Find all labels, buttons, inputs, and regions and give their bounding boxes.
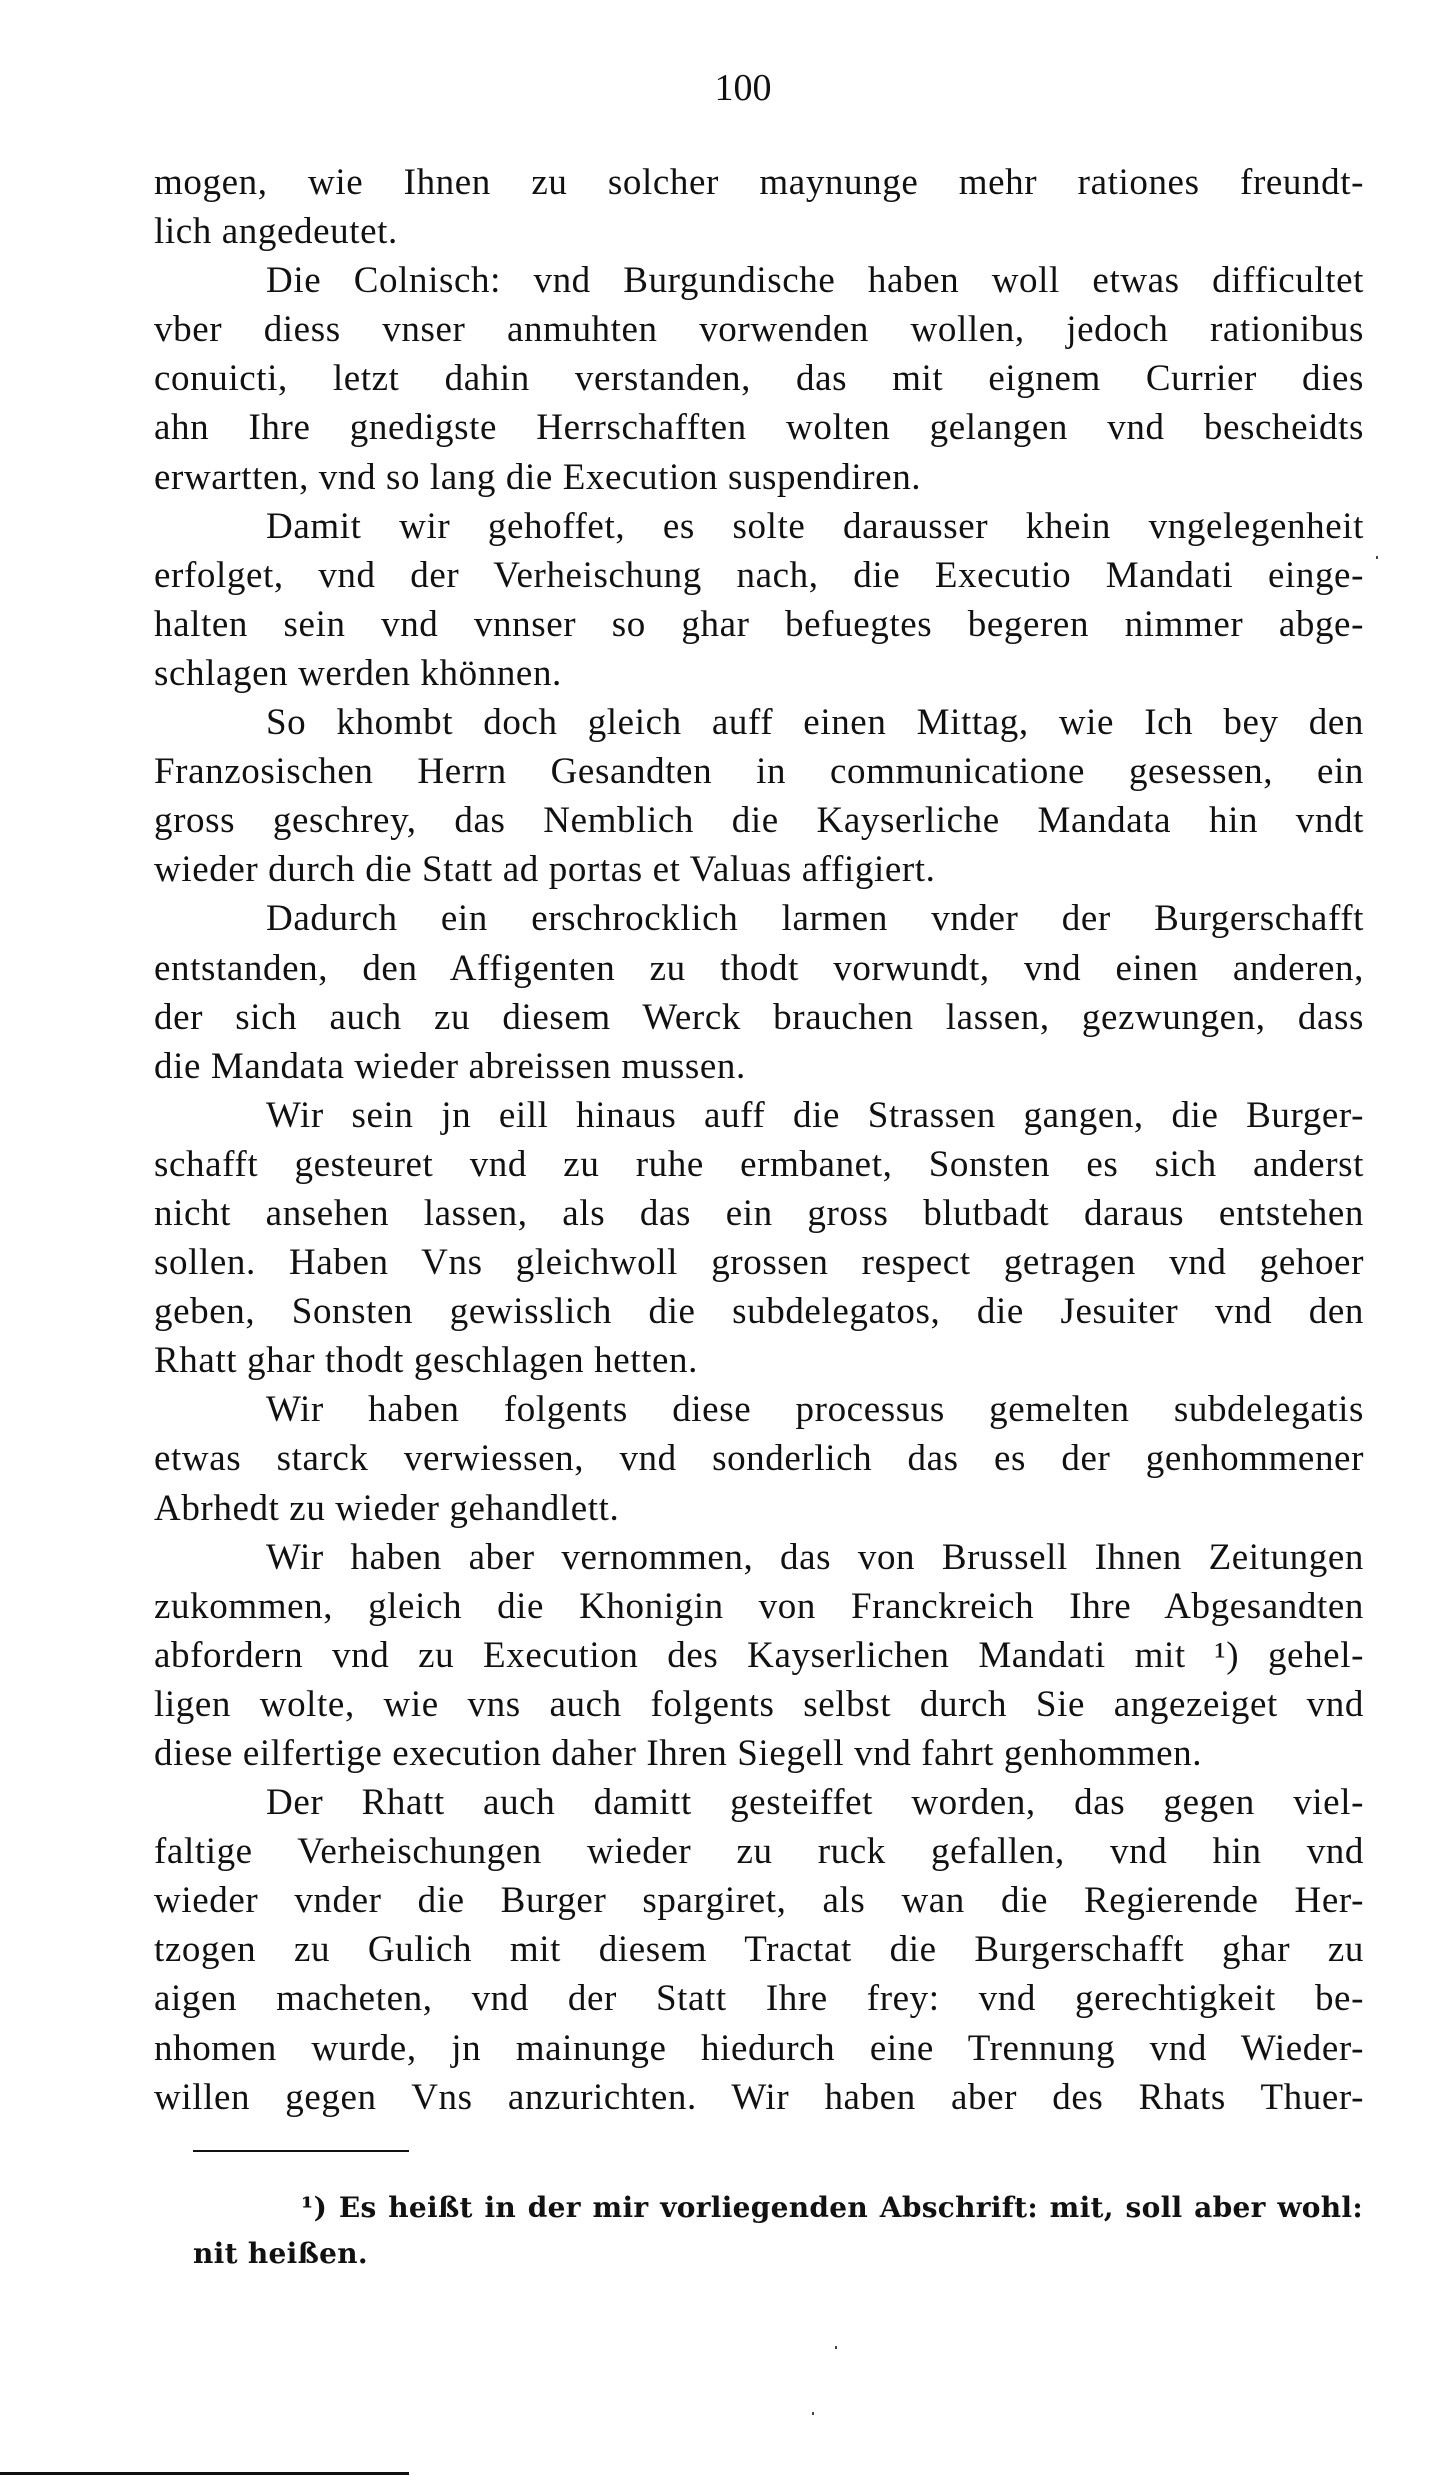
paragraph (154, 1385, 1364, 1532)
text-line: zukommen, gleich die Khonigin von Franckreich Ihre Abgesandten (154, 1585, 1364, 1627)
paragraph (154, 698, 1364, 894)
text-line: willen gegen Vns anzurichten. Wir haben aber des Rhats Thuer- (154, 2076, 1364, 2118)
text-line: erfolget, vnd der Verheischung nach, die Executio Mandati einge- (154, 554, 1364, 596)
text-line: ahn Ihre gnedigste Herrschafften wolten gelangen vnd bescheidts (154, 407, 1364, 449)
text-line: nhomen wurde, jn mainunge hiedurch eine Trennung vnd Wieder- (154, 2027, 1364, 2069)
scan-speck (1376, 556, 1378, 559)
text-line: vber diess vnser anmuhten vorwenden wollen, jedoch rationibus (154, 309, 1364, 351)
paragraph (154, 894, 1364, 1090)
page-number: 100 (714, 67, 772, 109)
footnote (193, 2185, 1363, 2277)
text-line: schlagen werden khönnen. (154, 652, 562, 694)
text-line: nicht ansehen lassen, als das ein gross blutbadt daraus entstehen (154, 1192, 1364, 1234)
text-line: wieder vnder die Burger spargiret, als wan die Regierende Her- (154, 1880, 1364, 1922)
text-line: diese eilfertige execution daher Ihren Siegell vnd fahrt genhommen. (154, 1733, 1203, 1774)
text-line: Dadurch ein erschrocklich larmen vnder der Burgerschafft (266, 898, 1364, 940)
scan-speck (812, 2412, 814, 2415)
text-line: geben, Sonsten gewisslich die subdelegatos, die Jesuiter vnd den (154, 1291, 1364, 1333)
text-line: abfordern vnd zu Execution des Kayserlichen Mandati mit ¹) gehel- (154, 1634, 1364, 1676)
text-line: die Mandata wieder abreissen mussen. (154, 1045, 746, 1087)
page-edge-rule (0, 2472, 409, 2475)
text-line: etwas starck verwiessen, vnd sonderlich das es der genhommener (154, 1438, 1364, 1480)
paragraph (154, 158, 1364, 256)
text-line: ligen wolte, wie vns auch folgents selbst durch Sie angezeiget vnd (154, 1683, 1364, 1725)
text-line: Der Rhatt auch damitt gesteiffet worden, das gegen viel- (266, 1782, 1364, 1824)
text-line: aigen macheten, vnd der Statt Ihre frey: vnd gerechtigkeit be- (154, 1978, 1364, 2020)
paragraph (154, 1778, 1364, 2122)
text-line: Wir haben folgents diese processus gemelten subdelegatis (266, 1389, 1364, 1431)
text-line: lich angedeutet. (154, 211, 398, 253)
text-line: Die Colnisch: vnd Burgundische haben woll etwas difficultet (266, 260, 1364, 302)
footnote-divider (193, 2150, 409, 2152)
text-line: mogen, wie Ihnen zu solcher maynunge mehr rationes freundt- (154, 162, 1364, 203)
footnote-line: ¹) Es heißt in der mir vorliegenden Abschrift: mit, soll aber wohl: (301, 2191, 1363, 2224)
paragraph (154, 502, 1364, 698)
scan-speck (835, 2346, 837, 2349)
text-line: schafft gesteuret vnd zu ruhe ermbanet, Sonsten es sich anderst (154, 1143, 1364, 1185)
text-line: faltige Verheischungen wieder zu ruck gefallen, vnd hin vnd (154, 1831, 1364, 1873)
text-line: Wir sein jn eill hinaus auff die Strassen gangen, die Burger- (266, 1094, 1364, 1136)
text-line: Wir haben aber vernommen, das von Brussell Ihnen Zeitungen (266, 1536, 1364, 1578)
text-line: wieder durch die Statt ad portas et Valuas affigiert. (154, 849, 936, 891)
text-line: entstanden, den Affigenten zu thodt vorwundt, vnd einen anderen, (154, 947, 1364, 989)
text-line: conuicti, letzt dahin verstanden, das mit eignem Currier dies (154, 358, 1364, 400)
text-line: Damit wir gehoffet, es solte darausser khein vngelegenheit (266, 505, 1364, 547)
footnote-line: nit heißen. (193, 2237, 368, 2270)
text-line: Rhatt ghar thodt geschlagen hetten. (154, 1340, 698, 1382)
text-line: der sich auch zu diesem Werck brauchen lassen, gezwungen, dass (154, 996, 1364, 1038)
text-line: Abrhedt zu wieder gehandlett. (154, 1487, 620, 1529)
text-line: halten sein vnd vnnser so ghar befuegtes begeren nimmer abge- (154, 603, 1364, 645)
text-line: So khombt doch gleich auff einen Mittag, wie Ich bey den (266, 702, 1364, 744)
paragraph (154, 1091, 1364, 1386)
text-line: erwartten, vnd so lang die Execution suspendiren. (154, 456, 922, 498)
body-text (154, 158, 1364, 2122)
text-line: tzogen zu Gulich mit diesem Tractat die Burgerschafft ghar zu (154, 1929, 1364, 1971)
paragraph (154, 256, 1364, 501)
text-line: Franzosischen Herrn Gesandten in communicatione gesessen, ein (154, 751, 1364, 793)
text-line: sollen. Haben Vns gleichwoll grossen respect getragen vnd gehoer (154, 1242, 1364, 1284)
text-line: gross geschrey, das Nemblich die Kayserliche Mandata hin vndt (154, 800, 1364, 842)
paragraph (154, 1533, 1364, 1778)
